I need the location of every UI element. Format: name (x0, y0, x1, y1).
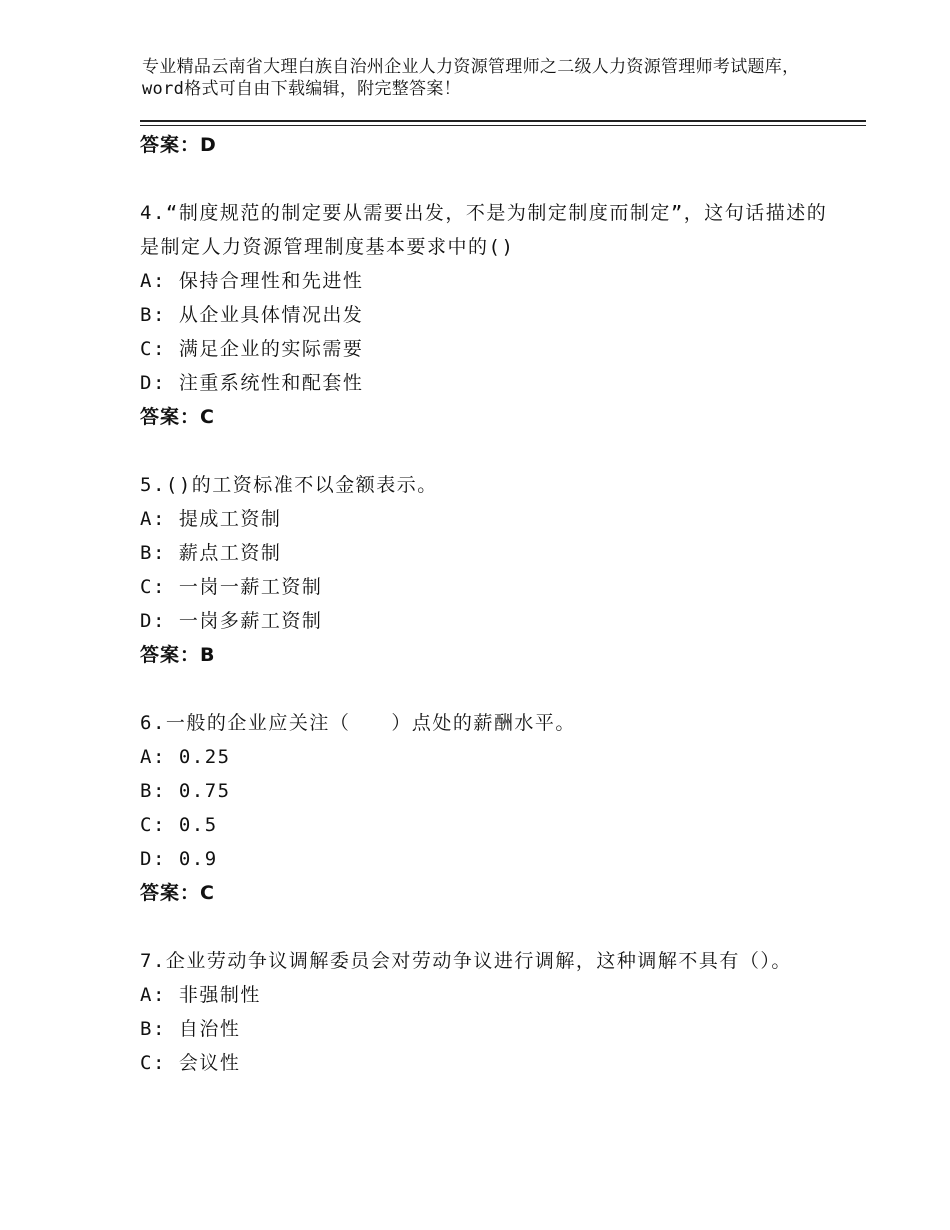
option-a: A: 非强制性 (140, 984, 261, 1006)
answer-label: 答案：B (140, 644, 216, 666)
question-4 (140, 196, 830, 434)
option-c: C: 满足企业的实际需要 (140, 338, 364, 360)
option-c: C: 会议性 (140, 1052, 241, 1074)
option-a: A: 保持合理性和先进性 (140, 270, 364, 292)
answer-label: 答案：C (140, 882, 215, 904)
header-divider-thin (140, 125, 866, 126)
option-b: B: 薪点工资制 (140, 542, 282, 564)
option-c: C: 0.5 (140, 814, 218, 836)
document-header: 专业精品云南省大理白族自治州企业人力资源管理师之二级人力资源管理师考试题库，word格式可自由下载编辑，附完整答案！ (142, 57, 800, 99)
option-d: D: 0.9 (140, 848, 218, 870)
option-a: A: 提成工资制 (140, 508, 282, 530)
question-stem: 4.“制度规范的制定要从需要出发，不是为制定制度而制定”，这句话描述的是制定人力资源管理制度基本要求中的() (140, 202, 828, 258)
question-7 (140, 944, 830, 1080)
answer-label: 答案：D (140, 134, 217, 156)
question-stem: 6.一般的企业应关注（ ）点处的薪酬水平。 (140, 712, 576, 734)
question-stem: 7.企业劳动争议调解委员会对劳动争议进行调解，这种调解不具有（）。 (140, 950, 792, 972)
answer-label: 答案：C (140, 406, 215, 428)
option-b: B: 从企业具体情况出发 (140, 304, 364, 326)
header-divider-thick (140, 120, 866, 122)
question-6 (140, 706, 830, 910)
option-a: A: 0.25 (140, 746, 231, 768)
question-list (140, 196, 830, 1114)
option-b: B: 自治性 (140, 1018, 241, 1040)
question-stem: 5.()的工资标准不以金额表示。 (140, 474, 438, 496)
option-d: D: 注重系统性和配套性 (140, 372, 364, 394)
option-c: C: 一岗一薪工资制 (140, 576, 323, 598)
question-5 (140, 468, 830, 672)
option-d: D: 一岗多薪工资制 (140, 610, 323, 632)
option-b: B: 0.75 (140, 780, 231, 802)
